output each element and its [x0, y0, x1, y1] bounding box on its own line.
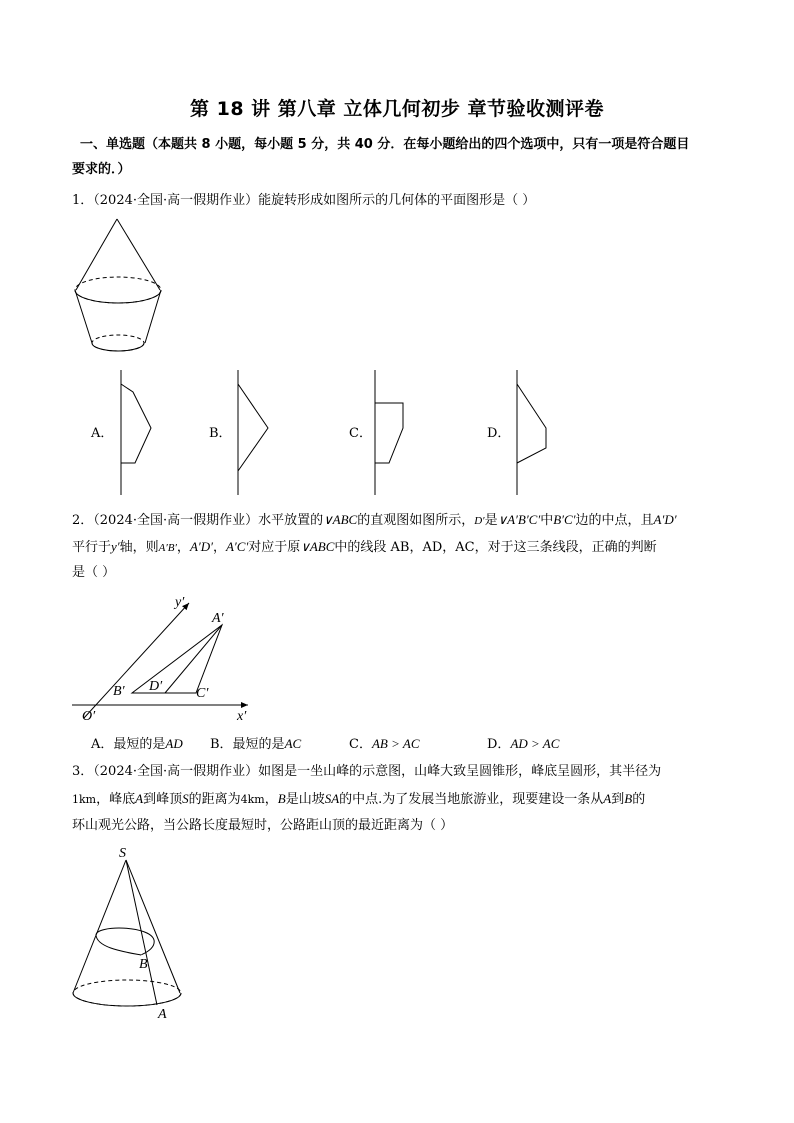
question-3-line-2: 1km，峰底A到峰顶S的距离为4km，B是山坡SA的中点.为了发展当地旅游业，现要建设一条从A到B的: [72, 791, 646, 807]
question-1-text: 1．（2024·全国·高一假期作业）能旋转形成如图所示的几何体的平面图形是（ ）: [72, 193, 536, 208]
q2-option-a[interactable]: A．最短的是AD: [91, 736, 183, 752]
label-o: O′: [82, 709, 96, 724]
question-2-line-2: 平行于y′轴，则A′B′，A′D′，A′C′对应于原∨ABC中的线段 AB，AD，AC，对于这三条线段，正确的判断: [72, 539, 657, 555]
question-3-line-1: 3．（2024·全国·高一假期作业）如图是一坐山峰的示意图，山峰大致呈圆锥形，峰底呈圆形，其半径为: [72, 764, 662, 779]
q2-option-d[interactable]: D．AD > AC: [487, 736, 560, 752]
label-a: A′: [212, 611, 224, 626]
section-heading-cont: 要求的．）: [72, 162, 131, 177]
q1-option-a[interactable]: A．: [91, 426, 114, 441]
question-2-line-1: 2．（2024·全国·高一假期作业）水平放置的∨ABC的直观图如图所示，D′是∨A′B′C′中B′C′边的中点，且A′D′: [72, 512, 677, 528]
label-x-axis: x′: [237, 709, 247, 724]
q2-option-b[interactable]: B．最短的是AC: [210, 736, 302, 752]
q1-option-c[interactable]: C．: [349, 426, 372, 441]
label-b: B′: [113, 684, 125, 699]
q1-option-d[interactable]: D．: [487, 426, 511, 441]
label-y-axis: y′: [175, 595, 185, 610]
q2-option-c[interactable]: C．AB > AC: [349, 736, 420, 752]
question-2-line-3: 是（ ）: [72, 565, 116, 580]
page-title: 第 18 讲 第八章 立体几何初步 章节验收测评卷: [189, 98, 604, 120]
question-3-line-3: 环山观光公路，当公路长度最短时，公路距山顶的最近距离为（ ）: [72, 818, 454, 833]
q1-option-b[interactable]: B．: [209, 426, 232, 441]
label-c: C′: [196, 686, 209, 701]
label-d: D′: [149, 679, 163, 694]
section-heading: 一、单选题（本题共 8 小题，每小题 5 分，共 40 分．在每小题给出的四个选项中，只有一项是符合题目: [80, 137, 690, 152]
label-s: S: [119, 846, 126, 861]
label-a: A: [158, 1007, 167, 1022]
label-b: B: [139, 957, 148, 972]
